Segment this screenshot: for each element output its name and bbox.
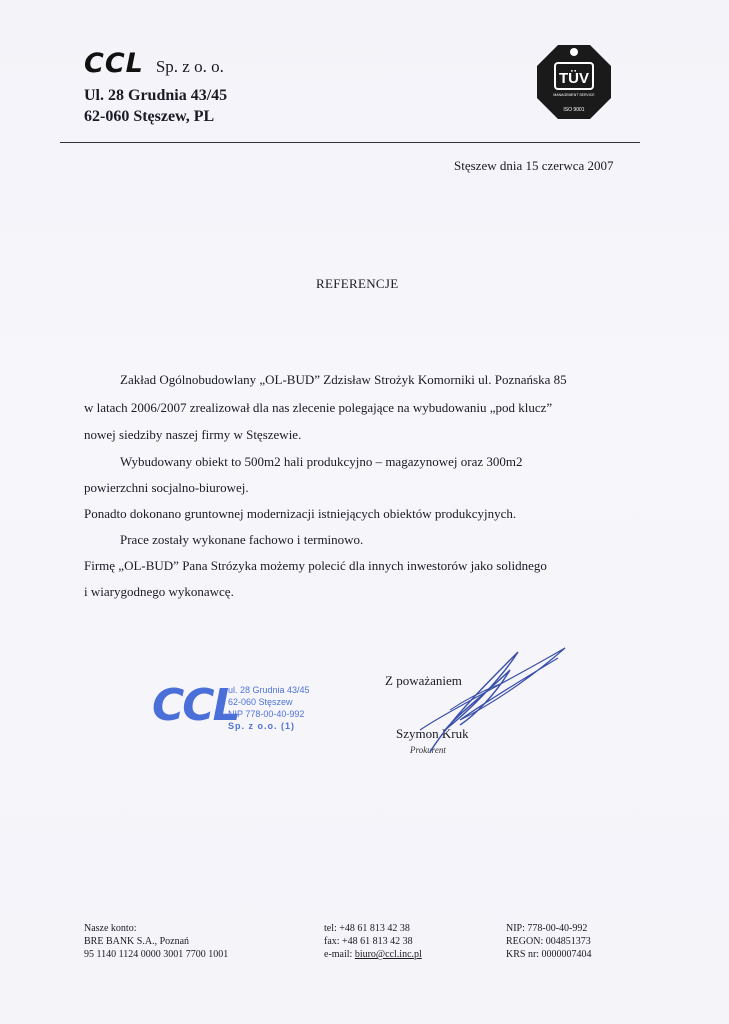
letterhead bbox=[84, 48, 227, 127]
body-line: powierzchni socjalno-biurowej. bbox=[84, 480, 249, 495]
letter-date: Stęszew dnia 15 czerwca 2007 bbox=[454, 158, 614, 173]
footer-krs: KRS nr: 0000007404 bbox=[506, 949, 592, 960]
body-line: Zakład Ogólnobudowlany „OL-BUD” Zdzisław Strożyk Komorniki ul. Poznańska 85 bbox=[120, 372, 567, 387]
signer-role: Prokurent bbox=[410, 745, 446, 755]
footer-bank-name: BRE BANK S.A., Poznań bbox=[84, 936, 190, 947]
footer-regon: REGON: 004851373 bbox=[506, 936, 591, 947]
stamp-logo: CCL bbox=[152, 680, 239, 731]
footer-email-link[interactable]: biuro@ccl.inc.pl bbox=[354, 949, 422, 960]
stamp-line: 62-060 Stęszew bbox=[228, 697, 293, 707]
company-legal-form: Sp. z o. o. bbox=[155, 57, 224, 76]
signer-name: Szymon Kruk bbox=[396, 726, 469, 741]
handwritten-signature bbox=[390, 640, 570, 760]
stamp-line: ul. 28 Grudnia 43/45 bbox=[228, 685, 310, 695]
tuv-management-service: MANAGEMENT SERVICE bbox=[553, 93, 595, 97]
company-city: 62-060 Stęszew, PL bbox=[84, 108, 215, 125]
closing-greeting: Z poważaniem bbox=[385, 673, 462, 688]
company-logo-row bbox=[84, 48, 227, 79]
footer-registration bbox=[506, 922, 592, 961]
header-divider bbox=[60, 142, 640, 143]
footer-email-row bbox=[324, 948, 422, 961]
company-stamp bbox=[152, 680, 342, 742]
body-line: i wiarygodnego wykonawcę. bbox=[84, 584, 234, 599]
footer-nip: NIP: 778-00-40-992 bbox=[506, 923, 588, 934]
company-logo: CCL bbox=[84, 48, 144, 79]
footer-email-label: e-mail: bbox=[324, 949, 353, 960]
stamp-line: NIP 778-00-40-992 bbox=[228, 709, 305, 719]
letter-title: REFERENCJE bbox=[316, 276, 399, 291]
stamp-line: Sp. z o.o. (1) bbox=[228, 721, 295, 731]
body-line: w latach 2006/2007 zrealizował dla nas zlecenie polegające na wybudowaniu „pod klucz” bbox=[84, 400, 553, 415]
body-line: Prace zostały wykonane fachowo i terminowo. bbox=[120, 532, 364, 547]
footer-bank bbox=[84, 922, 228, 961]
body-line: Firmę „OL-BUD” Pana Strózyka możemy polecić dla innych inwestorów jako solidnego bbox=[84, 558, 547, 573]
footer-contact bbox=[324, 922, 422, 961]
body-line: Wybudowany obiekt to 500m2 hali produkcyjno – magazynowej oraz 300m2 bbox=[120, 454, 523, 469]
tuv-iso-label: ISO 9001 bbox=[563, 107, 585, 113]
company-street: Ul. 28 Grudnia 43/45 bbox=[84, 87, 228, 104]
tuv-logo-text: TÜV bbox=[559, 70, 589, 87]
stamp-text bbox=[228, 684, 310, 732]
footer-account-label: Nasze konto: bbox=[84, 923, 137, 934]
footer-account-number: 95 1140 1124 0000 3001 7700 1001 bbox=[84, 949, 229, 960]
body-line: Ponadto dokonano gruntownej modernizacji istniejących obiektów produkcyjnych. bbox=[84, 506, 517, 521]
tuv-certification-logo bbox=[535, 43, 613, 121]
body-line: nowej siedziby naszej firmy w Stęszewie. bbox=[84, 427, 302, 442]
footer-phone: tel: +48 61 813 42 38 bbox=[324, 923, 410, 934]
footer-fax: fax: +48 61 813 42 38 bbox=[324, 936, 413, 947]
